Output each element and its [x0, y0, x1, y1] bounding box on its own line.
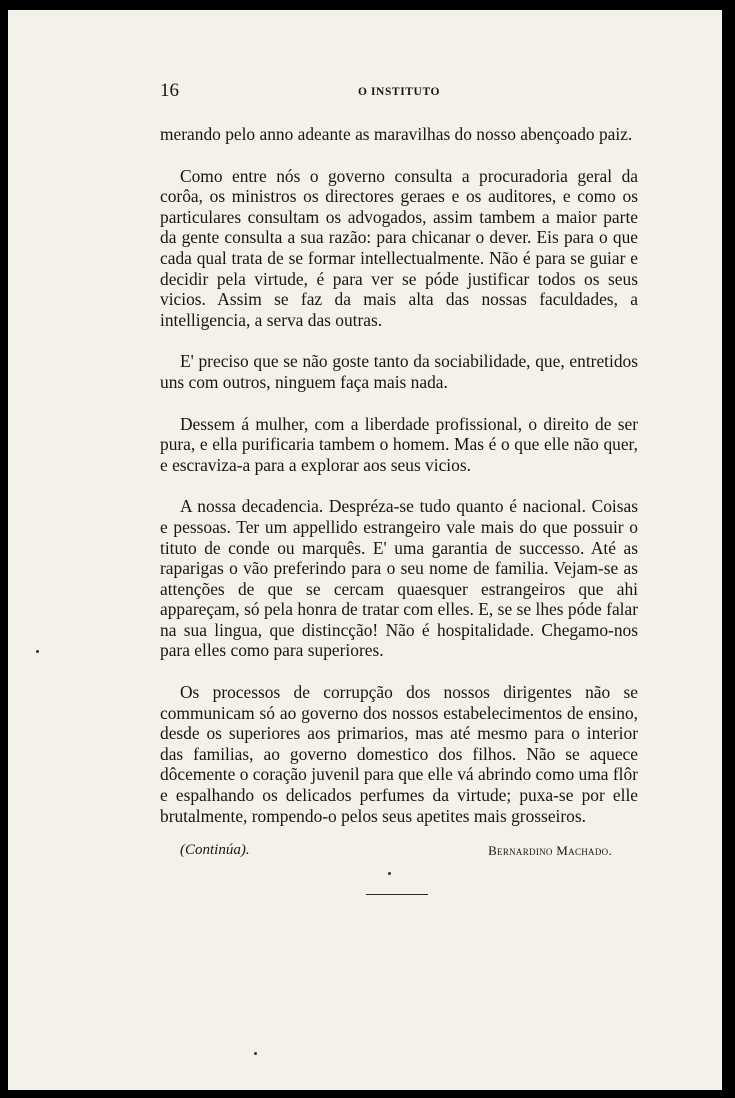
paragraph: Dessem á mulher, com a liberdade profissional, o direito de ser pura, e ella purificaria tambem o homem. Mas é o que elle não quer, e escraviza-a para a explorar aos seus vicios.	[160, 413, 638, 475]
article-body	[160, 124, 638, 864]
paragraph: Como entre nós o governo consulta a procuradoria geral da corôa, os ministros os directores geraes e os auditores, e como os particulares consultam os advogados, assim tambem a maior parte da gente consulta a sua razão: para chicanar o dever. Eis para o que cada qual trata de se formar intellectualmente. Não é para se guiar e decidir pela virtude, é para ver se póde justificar todos os seus vicios. Assim se faz da mais alta das nossas faculdades, a intelligencia, a serva das outras.	[160, 165, 638, 330]
paragraph: E' preciso que se não goste tanto da sociabilidade, que, entretidos uns com outros, ninguem faça mais nada.	[160, 351, 638, 392]
paragraph: A nossa decadencia. Despréza-se tudo quanto é nacional. Coisas e pessoas. Ter um appellido estrangeiro vale mais do que possuir o tituto de conde ou marquês. E' uma garantia de successo. Até as raparigas o vão preferindo para o seu nome de familia. Vejam-se as attenções de que se cercam quaesquer estrangeiros que ahi appareçam, só pela honra de tratar com elles. E, se se lhes póde falar na sua lingua, que distincção! Não é hospitalidade. Chegamo-nos para elles como para superiores.	[160, 496, 638, 661]
paragraph: merando pelo anno adeante as maravilhas do nosso abençoado paiz.	[160, 124, 633, 144]
continuation-note: (Continúa).	[180, 842, 250, 859]
paragraph: Os processos de corrupção dos nossos dirigentes não se communicam só ao governo dos nossos estabelecimentos de ensino, desde os superiores aos primarios, mas até mesmo para o interior das familias, ao governo domestico dos filhos. Não se aquece dôcemente o coração juvenil para que elle vá abrindo como uma flôr e espalhando os delicados perfumes da virtude; puxa-se por elle brutalmente, rompendo-o pelos seus apetites mais grosseiros.	[160, 682, 638, 826]
print-speck	[36, 650, 39, 653]
author-signature: Bernardino Machado.	[488, 843, 612, 859]
page-number: 16	[160, 80, 179, 101]
running-title: O INSTITUTO	[357, 86, 441, 98]
page-header	[160, 80, 638, 106]
section-divider	[366, 894, 428, 895]
print-speck	[388, 872, 391, 875]
signature-line	[160, 840, 638, 864]
print-speck	[254, 1052, 257, 1055]
book-page	[8, 10, 722, 1090]
